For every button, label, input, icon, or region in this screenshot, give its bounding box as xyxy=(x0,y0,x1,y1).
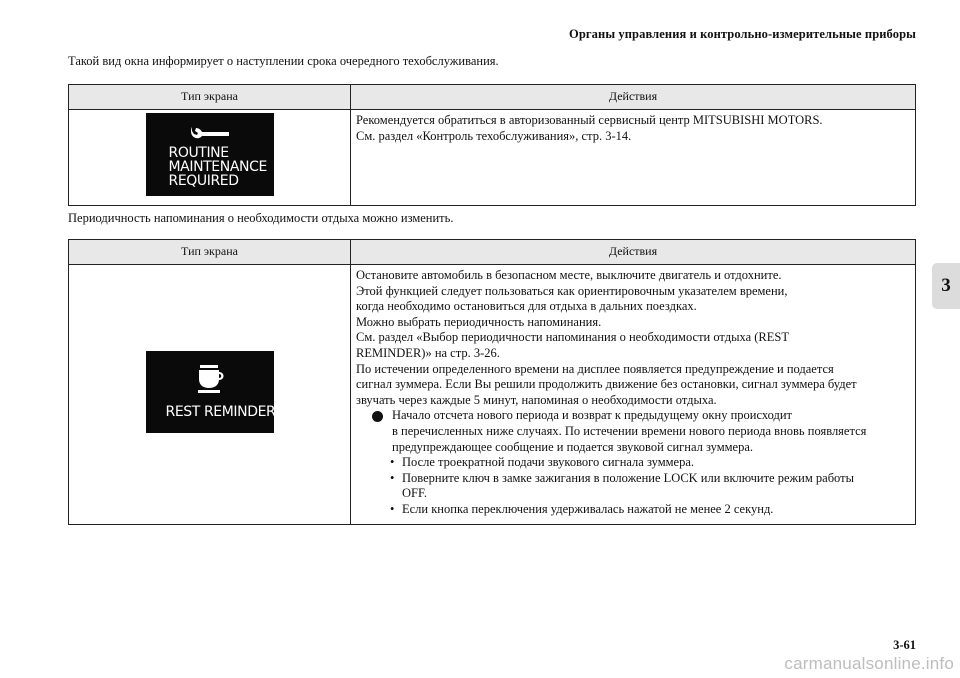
screen-image-cell xyxy=(69,110,351,206)
action-line: См. раздел «Контроль техобслуживания», стр. 3-14. xyxy=(356,128,632,143)
column-header-actions: Действия xyxy=(351,240,916,265)
chapter-tab: 3 xyxy=(932,263,960,309)
column-header-actions: Действия xyxy=(351,85,916,110)
page-header-title: Органы управления и контрольно-измерительные приборы xyxy=(569,27,916,41)
action-line: Этой функцией следует пользоваться как ориентировочным указателем времени, xyxy=(356,283,788,298)
watermark-text: carmanualsonline.info xyxy=(784,654,954,673)
routine-maintenance-display xyxy=(146,113,274,196)
rest-reminder-display xyxy=(146,351,274,433)
intro-text-maintenance: Такой вид окна информирует о наступлении срока очередного техобслуживания. xyxy=(68,54,499,68)
maintenance-table xyxy=(68,84,916,206)
action-line: сигнал зуммера. Если Вы решили продолжить движение без остановки, сигнал зуммера будет xyxy=(356,377,857,392)
coffee-cup-icon xyxy=(198,364,228,394)
wrench-icon xyxy=(188,123,232,147)
sub-list-item: • Поверните ключ в замке зажигания в положение LOCK или включите режим работы OFF. xyxy=(356,471,911,502)
column-header-screen-type: Тип экрана xyxy=(69,85,351,110)
screen-text-rest-reminder: REST REMINDER xyxy=(165,403,276,420)
action-line: Остановите автомобиль в безопасном месте, выключите двигатель и отдохните. xyxy=(356,268,782,282)
action-line: По истечении определенного времени на дисплее появляется предупреждение и подается xyxy=(356,361,834,376)
action-line: когда необходимо остановиться для отдыха в дальних поездках. xyxy=(356,299,697,314)
intro-text-rest-reminder: Периодичность напоминания о необходимости отдыха можно изменить. xyxy=(68,211,454,225)
sub-list-item: • Если кнопка переключения удерживалась нажатой не менее 2 секунд. xyxy=(356,502,911,518)
page-number: 3-61 xyxy=(893,638,916,652)
bullet-item xyxy=(356,408,911,455)
action-line: Рекомендуется обратиться в авторизованный сервисный центр MITSUBISHI MOTORS. xyxy=(356,113,823,127)
bullet-line: Начало отсчета нового периода и возврат к предыдущему окну происходит xyxy=(392,408,793,423)
action-line: Можно выбрать периодичность напоминания. xyxy=(356,314,602,329)
screen-text-routine-maintenance: ROUTINE MAINTENANCE REQUIRED xyxy=(168,145,267,189)
action-line: См. раздел «Выбор периодичности напоминания о необходимости отдыха (REST xyxy=(356,330,789,345)
action-line: REMINDER)» на стр. 3-26. xyxy=(356,345,500,360)
sub-list-item: • После троекратной подачи звукового сигнала зуммера. xyxy=(356,455,911,471)
bullet-line: предупреждающее сообщение и подается звуковой сигнал зуммера. xyxy=(392,439,754,454)
table-row xyxy=(69,110,916,206)
action-cell xyxy=(351,110,916,206)
action-line: звучать через каждые 5 минут, напоминая о необходимости отдыха. xyxy=(356,392,717,407)
screen-image-cell xyxy=(69,265,351,525)
table-header-row xyxy=(69,85,916,110)
action-spacer xyxy=(356,144,911,191)
bullet-dot-icon xyxy=(372,411,383,422)
table-header-row xyxy=(69,240,916,265)
bullet-line: в перечисленных ниже случаях. По истечении времени нового периода вновь появляется xyxy=(392,423,867,438)
action-cell xyxy=(351,265,916,525)
column-header-screen-type: Тип экрана xyxy=(69,240,351,265)
rest-reminder-table xyxy=(68,239,916,525)
table-row xyxy=(69,265,916,525)
